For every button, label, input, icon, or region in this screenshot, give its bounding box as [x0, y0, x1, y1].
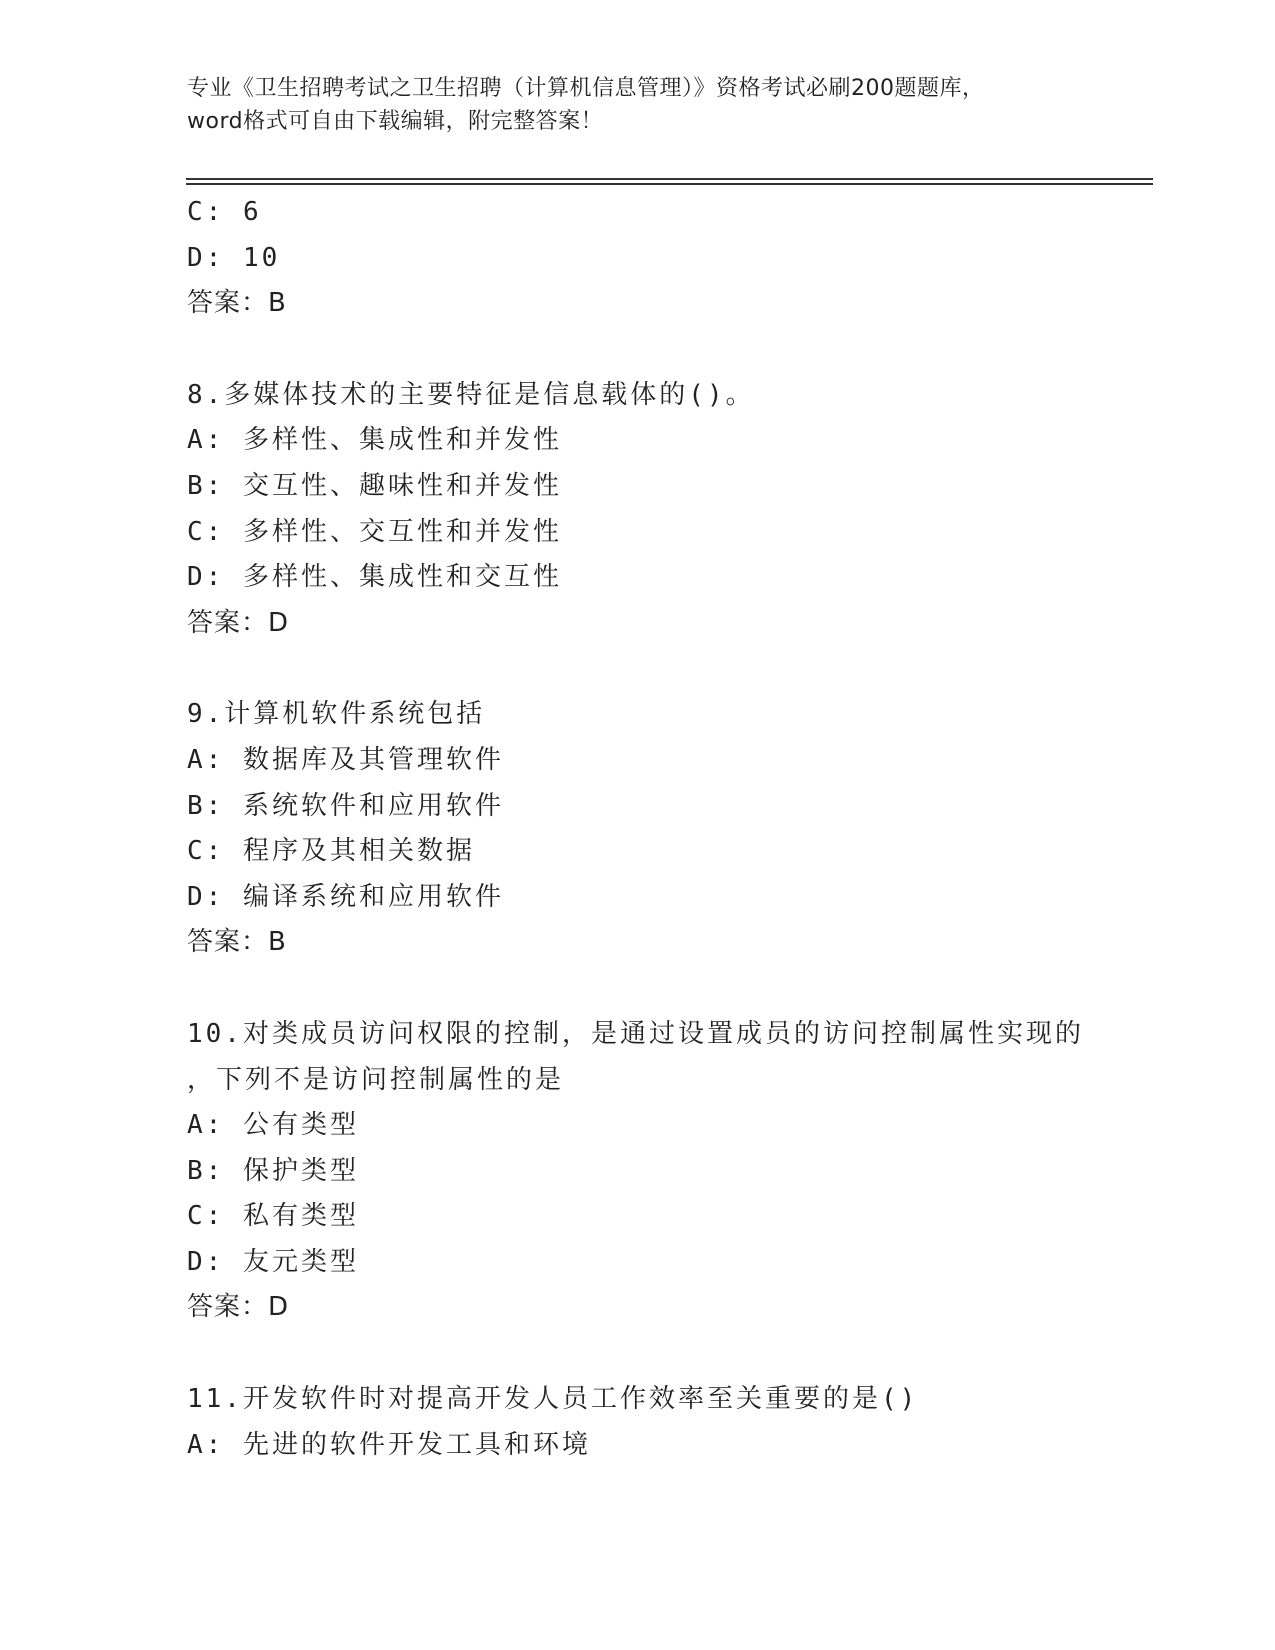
option-a: A: 多样性、集成性和并发性 — [187, 425, 562, 456]
question-7-continued — [187, 190, 1147, 327]
question-10 — [187, 1012, 1147, 1331]
option-c: C: 6 — [187, 197, 262, 227]
option-b: B: 交互性、趣味性和并发性 — [187, 470, 562, 501]
answer-line: 答案：D — [187, 1292, 290, 1323]
header-divider-bottom — [186, 183, 1153, 185]
question-text: 10.对类成员访问权限的控制，是通过设置成员的访问控制属性实现的 — [187, 1018, 1084, 1049]
option-b: B: 系统软件和应用软件 — [187, 790, 504, 821]
spacer — [187, 1331, 1147, 1377]
answer-line: 答案：B — [187, 288, 287, 319]
question-11 — [187, 1377, 1147, 1468]
option-a: A: 数据库及其管理软件 — [187, 744, 504, 775]
spacer — [187, 327, 1147, 373]
question-9 — [187, 692, 1147, 966]
document-header — [187, 72, 1087, 138]
option-c: C: 多样性、交互性和并发性 — [187, 516, 562, 547]
option-d: D: 友元类型 — [187, 1246, 359, 1277]
option-a: A: 公有类型 — [187, 1110, 359, 1141]
spacer — [187, 966, 1147, 1012]
question-text: 9.计算机软件系统包括 — [187, 699, 486, 730]
question-list — [187, 190, 1147, 1468]
answer-line: 答案：B — [187, 927, 287, 958]
option-c: C: 程序及其相关数据 — [187, 836, 475, 867]
option-d: D: 10 — [187, 242, 281, 273]
answer-line: 答案：D — [187, 607, 290, 638]
option-d: D: 多样性、集成性和交互性 — [187, 562, 562, 593]
header-line-2: word格式可自由下载编辑，附完整答案！ — [187, 109, 604, 134]
question-8 — [187, 373, 1147, 647]
option-c: C: 私有类型 — [187, 1201, 359, 1232]
question-text: 11.开发软件时对提高开发人员工作效率至关重要的是() — [187, 1384, 919, 1415]
question-text-continued: ，下列不是访问控制属性的是 — [187, 1064, 565, 1095]
spacer — [187, 646, 1147, 692]
option-d: D: 编译系统和应用软件 — [187, 881, 504, 912]
question-text: 8.多媒体技术的主要特征是信息载体的()。 — [187, 379, 755, 410]
header-divider-top — [186, 178, 1153, 180]
option-a: A: 先进的软件开发工具和环境 — [187, 1429, 591, 1460]
option-b: B: 保护类型 — [187, 1155, 359, 1186]
header-line-1: 专业《卫生招聘考试之卫生招聘（计算机信息管理）》资格考试必刷200题题库， — [187, 76, 985, 101]
